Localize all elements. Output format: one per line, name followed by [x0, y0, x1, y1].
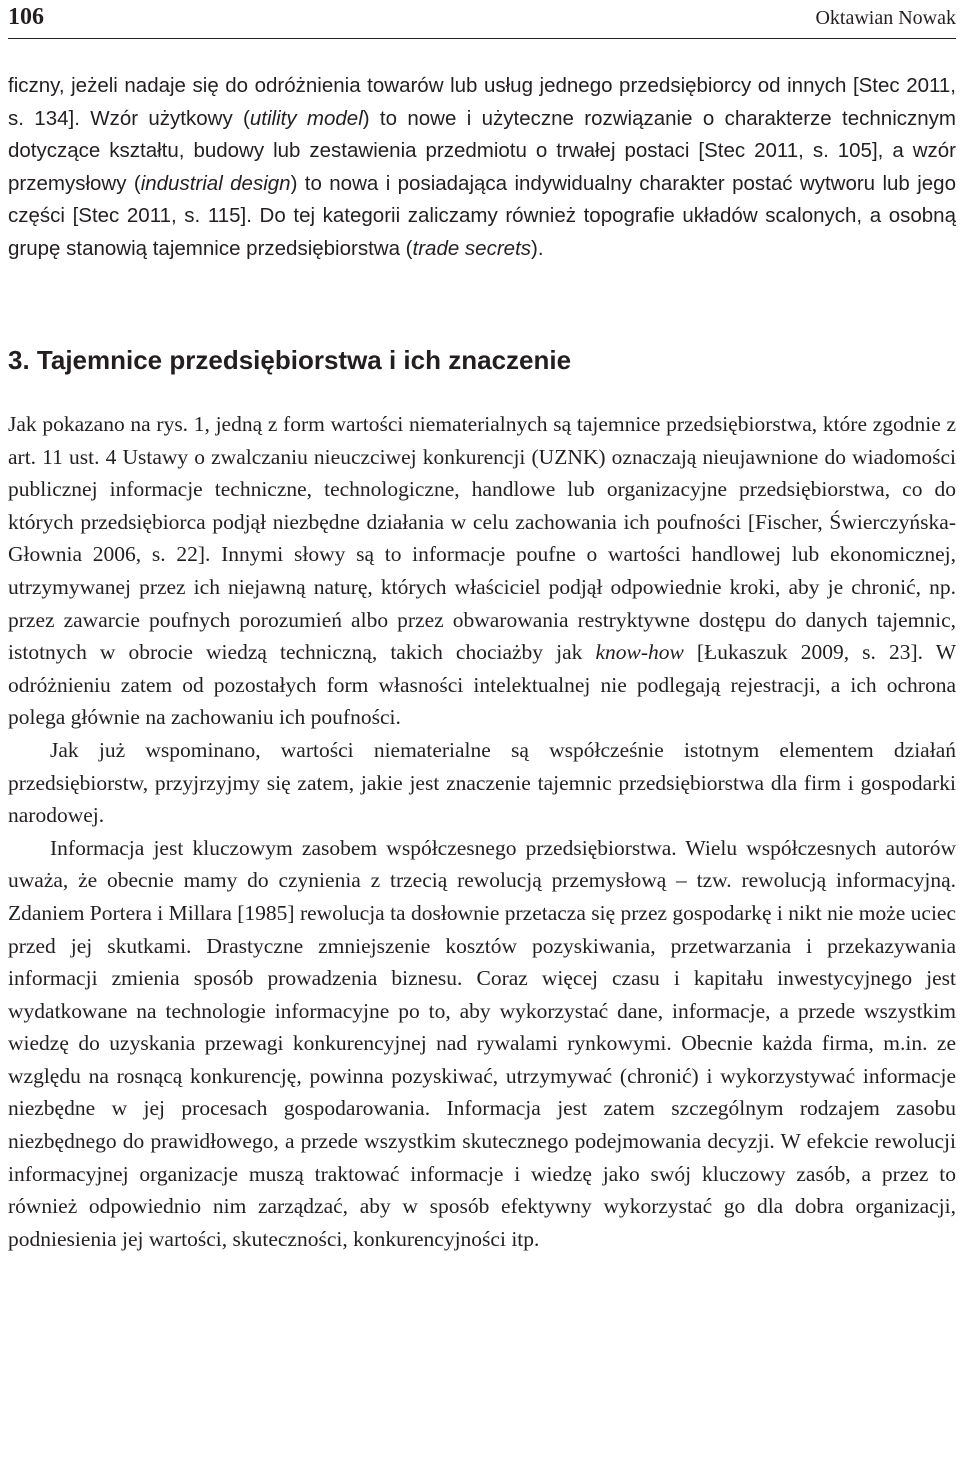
text-block-top — [8, 70, 956, 266]
text-span: ) to nowe i użyteczne rozwiązanie o charakterze technicznym dotyczące kształtu, budowy lub zestawienia przedmiotu o trwałej postaci [Stec 2011, s. 105], a wzór przemysłowy ( — [8, 106, 956, 195]
italic-term: know-how — [595, 640, 684, 665]
text-span: ). — [531, 236, 544, 260]
text-span: ) to nowa i posiadająca indywidualny charakter postać wytworu lub jego części [Stec 2011, s. 115]. Do tej kategorii zaliczamy również topografie układów scalonych, a osobną grupę stanowią tajemnice przedsiębiorstwa ( — [8, 171, 956, 260]
page-header — [8, 0, 956, 39]
paragraph-information-resource: Informacja jest kluczowym zasobem współczesnego przedsiębiorstwa. Wielu współczesnych autorów uważa, że obecnie mamy do czynienia z trzecią rewolucją przemysłową – tzw. rewolucją informacyjną. Zdaniem Portera i Millara [1985] rewolucja ta dosłownie przetacza się przez gospodarkę i nikt nie może uciec przed jej skutkami. Drastyczne zmniejszenie kosztów pozyskiwania, przetwarzania i przekazywania informacji zmienia sposób prowadzenia biznesu. Coraz więcej czasu i kapitału inwestycyjnego jest wydatkowane na technologie informacyjne po to, aby wykorzystać dane, informacje, a przede wszystkim wiedzę do uzyskania przewagi konkurencyjnej nad rywalami rynkowymi. Obecnie każda firma, m.in. ze względu na rosnącą konkurencję, powinna pozyskiwać, utrzymywać (chronić) i wykorzystywać informacje niezbędne w jej procesach gospodarowania. Informacja jest zatem szczególnym rodzajem zasobu niezbędnego do prawidłowego, a przede wszystkim skutecznego podejmowania decyzji. W efekcie rewolucji informacyjnej organizacje muszą traktować informacje i wiedzę jako swój kluczowy zasób, a przez to również odpowiednio nim zarządzać, aby w sposób efektywny wykorzystać go dla dobra organizacji, podniesienia jej wartości, skuteczności, konkurencyjności itp. — [8, 835, 957, 1251]
page-number: 106 — [8, 4, 44, 30]
running-head-author: Oktawian Nowak — [815, 7, 956, 29]
text-span: [Łukaszuk 2009, s. 23]. W odróżnieniu zatem od pozostałych form własności intelektualnej nie podlegają rejestracji, a ich ochrona polega głównie na zachowaniu ich poufności. — [8, 640, 956, 730]
italic-term: trade secrets — [412, 236, 532, 260]
text-block-main — [8, 408, 956, 1255]
italic-term: industrial design — [140, 171, 291, 195]
text-span: ficzny, jeżeli nadaje się do odróżnienia towarów lub usług jednego przedsiębiorcy od innych [Stec 2011, s. 134]. Wzór użytkowy ( — [8, 74, 956, 130]
text-span: Jak pokazano na rys. 1, jedną z form wartości niematerialnych są tajemnice przedsiębiorstwa, które zgodnie z art. 11 ust. 4 Ustawy o zwalczaniu nieuczciwej konkurencji (UZNK) oznaczają nieujawnione do wiadomości publicznej informacje techniczne, technologiczne, handlowe lub organizacyjne przedsiębiorstwa, co do których przedsiębiorca podjął niezbędne działania w celu zachowania ich poufności [Fischer, Świerczyńska-Głownia 2006, s. 22]. Innymi słowy są to informacje poufne o wartości handlowej lub ekonomicznej, utrzymywanej przez ich niejawną naturę, których właściciel podjął odpowiednie kroki, aby je chronić, np. przez zawarcie poufnych porozumień albo przez obwarowania restryktywne dostępu do danych tajemnic, istotnych w obrocie wiedzą techniczną, takich chociażby jak — [8, 412, 956, 665]
paragraph-trade-secrets-definition — [8, 408, 956, 734]
italic-term: utility model — [249, 106, 363, 130]
paragraph-ip-forms — [8, 70, 956, 266]
section-heading: 3. Tajemnice przedsiębiorstwa i ich znaczenie — [8, 345, 572, 375]
paragraph-intangible-assets: Jak już wspominano, wartości niematerialne są współcześnie istotnym elementem działań przedsiębiorstw, przyjrzyjmy się zatem, jakie jest znaczenie tajemnic przedsiębiorstwa dla firm i gospodarki narodowej. — [8, 737, 956, 828]
